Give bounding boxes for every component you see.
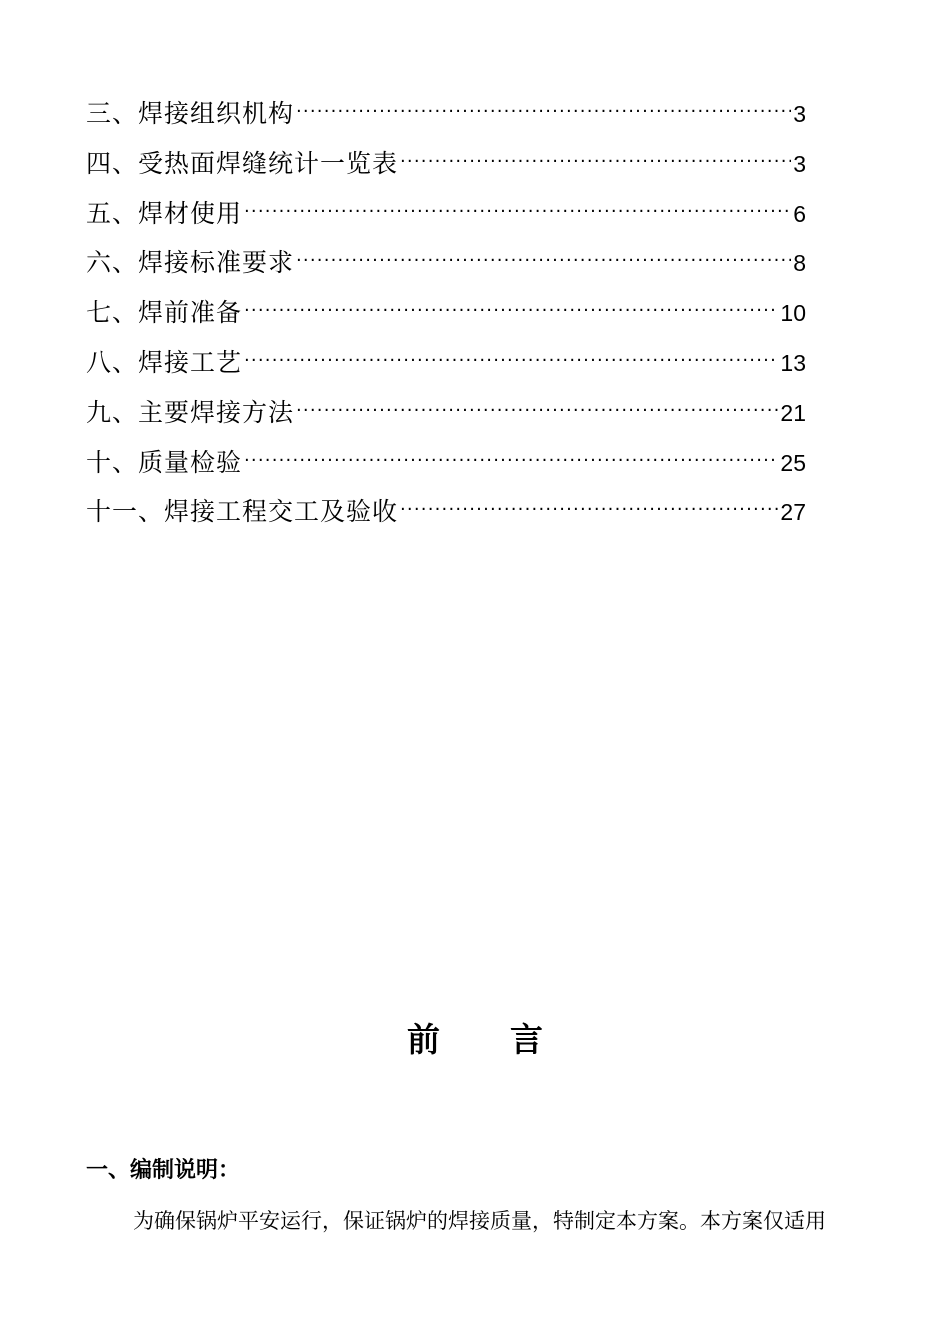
toc-entry[interactable] <box>86 293 806 343</box>
toc-entry-title: 三、焊接组织机构 <box>86 99 295 128</box>
toc-entry-title: 五、焊材使用 <box>86 198 243 228</box>
toc-dot-leader <box>400 142 791 182</box>
toc-entry-page: 8 <box>793 250 806 277</box>
toc-dot-leader <box>244 341 778 381</box>
toc-entry[interactable] <box>86 144 806 194</box>
toc-entry[interactable] <box>86 94 806 144</box>
toc-entry-title: 八、焊接工艺 <box>86 347 243 377</box>
toc-entry-page: 25 <box>780 449 806 476</box>
toc-dot-leader <box>244 291 778 331</box>
toc-entry-page: 6 <box>793 200 806 227</box>
toc-dot-leader <box>244 192 791 232</box>
toc-entry-title: 十、质量检验 <box>86 447 243 477</box>
toc-entry[interactable] <box>86 393 806 443</box>
toc-entry-title: 四、受热面焊缝统计一览表 <box>86 148 399 178</box>
preface-title: 前言 <box>407 1020 613 1059</box>
toc-entry-title: 九、主要焊接方法 <box>86 397 295 427</box>
toc-dot-leader <box>296 241 791 281</box>
toc-entry-page: 27 <box>780 499 806 526</box>
toc-entry-page: 13 <box>780 349 806 376</box>
toc-entry-title: 七、焊前准备 <box>86 298 243 328</box>
toc-dot-leader <box>296 92 791 132</box>
toc-entry-page: 3 <box>793 150 806 177</box>
toc-entry-page: 10 <box>780 300 806 327</box>
toc-entry[interactable] <box>86 343 806 393</box>
toc-entry-title: 六、焊接标准要求 <box>86 248 295 278</box>
toc-entry[interactable] <box>86 194 806 244</box>
toc-entry[interactable] <box>86 443 806 493</box>
toc-dot-leader <box>296 391 778 431</box>
toc-dot-leader <box>400 490 778 530</box>
toc-entry[interactable] <box>86 243 806 293</box>
body-paragraph: 为确保锅炉平安运行，保证锅炉的焊接质量，特制定本方案。本方案仅适用 <box>133 1209 826 1233</box>
toc-dot-leader <box>244 441 778 481</box>
toc-entry-page: 3 <box>793 101 806 127</box>
toc-entry-page: 21 <box>780 399 806 426</box>
section-heading: 一、编制说明： <box>86 1157 241 1183</box>
table-of-contents <box>86 94 806 542</box>
toc-entry-title: 十一、焊接工程交工及验收 <box>86 497 399 527</box>
toc-entry[interactable] <box>86 492 806 542</box>
